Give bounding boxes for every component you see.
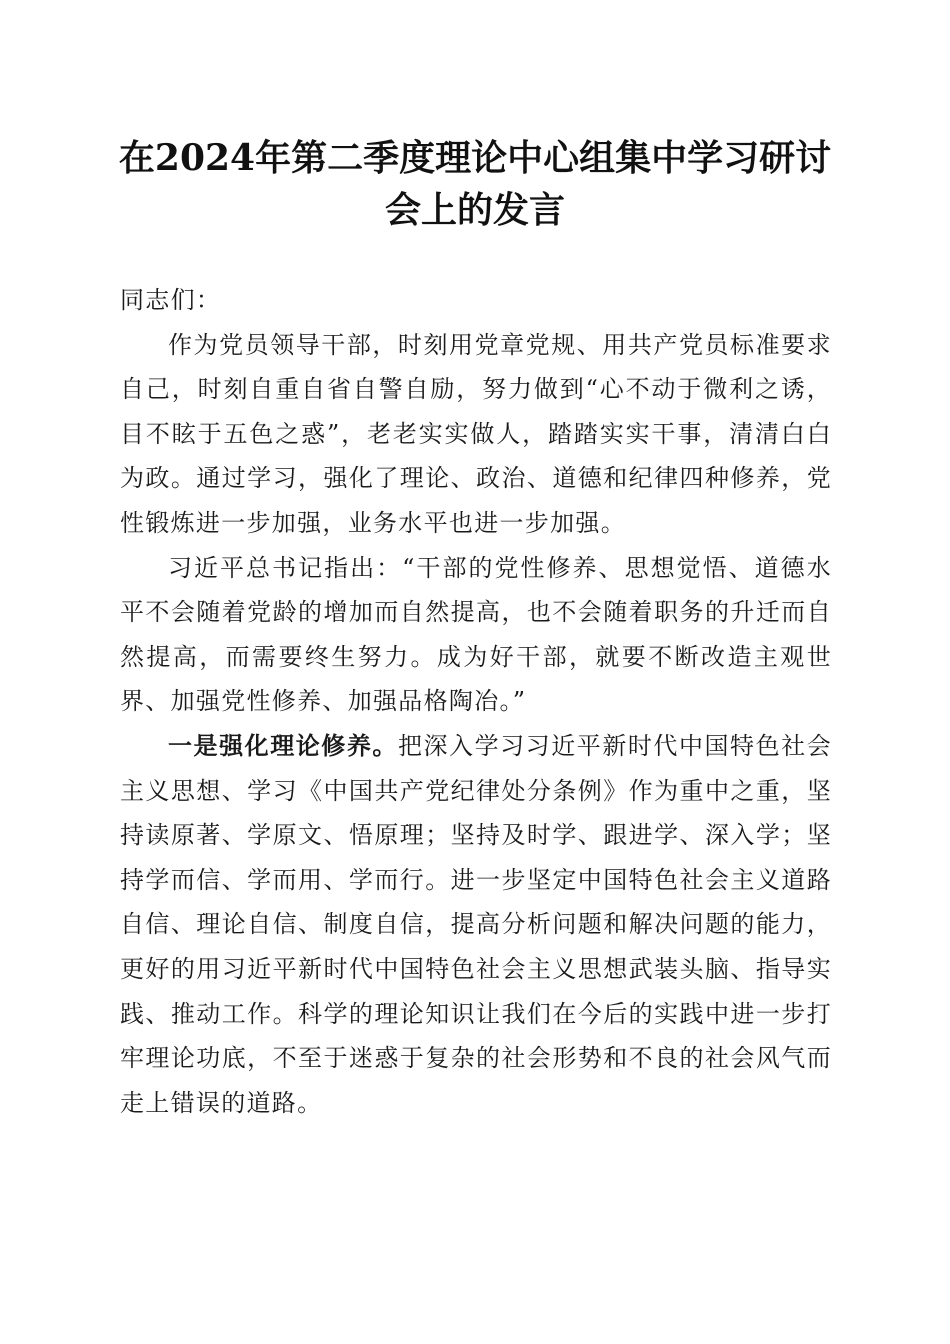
paragraph-1: 作为党员领导干部，时刻用党章党规、用共产党员标准要求自己，时刻自重自省自警自励，努力做到“心不动于微利之诱，目不眩于五色之惑”，老老实实做人，踏踏实实干事，清清白白为政。通过学习，强化了理论、政治、道德和纪律四种修养，党性锻炼进一步加强，业务水平也进一步加强。 (120, 330, 832, 537)
paragraph-3-text: 把深入学习习近平新时代中国特色社会主义思想、学习《中国共产党纪律处分条例》作为重中之重，坚持读原著、学原文、悟原理；坚持及时学、跟进学、深入学；坚持学而信、学而用、学而行。进一步坚定中国特色社会主义道路自信、理论自信、制度自信，提高分析问题和解决问题的能力，更好的用习近平新时代中国特色社会主义思想武装头脑、指导实践、推动工作。科学的理论知识让我们在今后的实践中进一步打牢理论功底，不至于迷惑于复杂的社会形势和不良的社会风气而走上错误的道路。 (120, 731, 832, 1117)
document-body (120, 278, 832, 1125)
paragraph-3 (120, 724, 832, 1125)
document-title (100, 132, 850, 236)
salutation: 同志们： (120, 286, 222, 314)
paragraph-2: 习近平总书记指出：“干部的党性修养、思想觉悟、道德水平不会随着党龄的增加而自然提高，也不会随着职务的升迁而自然提高，而需要终生努力。成为好干部，就要不断改造主观世界、加强党性修养、加强品格陶冶。” (120, 553, 832, 716)
title-line-2: 会上的发言 (384, 189, 565, 231)
title-line-1: 在2024年第二季度理论中心组集中学习研讨 (118, 137, 832, 179)
paragraph-3-lead: 一是强化理论修养。 (168, 730, 398, 760)
